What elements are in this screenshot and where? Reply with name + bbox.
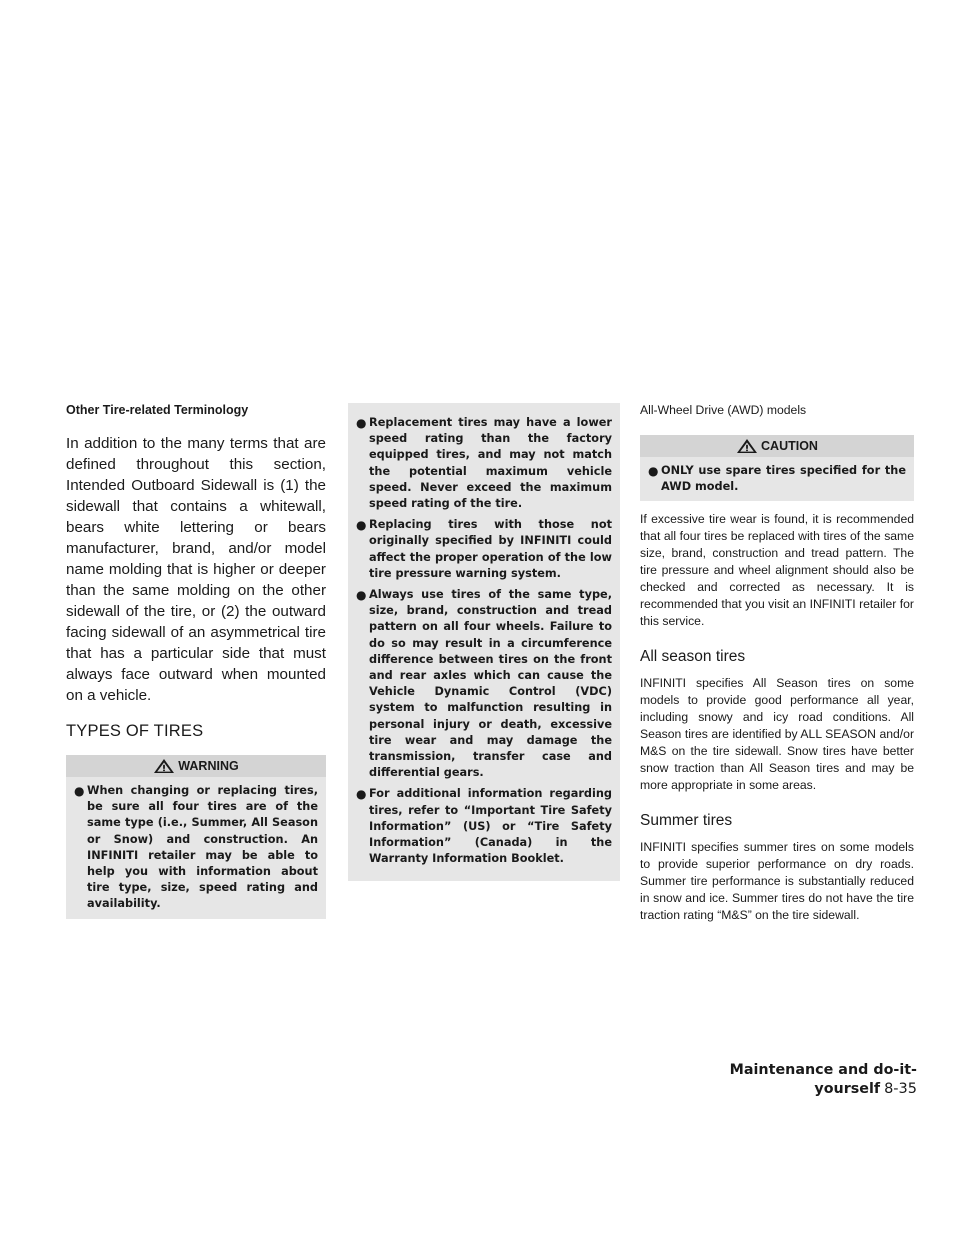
warning-box [66,755,326,919]
warning-item-text: When changing or replacing tires, be sure all four tires are of the same type (i.e., Summer, All Season or Snow) and construction. An INFINITI retailer may be able to help you with information about tire type, size, speed rating and availability. [87,784,318,911]
caution-header [640,435,914,457]
warning-item [356,786,612,867]
footer-section-name: Maintenance and do-it-yourself [729,1062,917,1097]
left-column [66,403,326,919]
page-footer [655,1059,917,1097]
warning-item [74,783,318,913]
warning-item-text: For additional information regarding tires, refer to “Important Tire Safety Information” (US) or “Tire Safety Information” (Canada) in the Warranty Information Booklet. [369,787,612,866]
caution-label: CAUTION [761,439,818,453]
summer-paragraph: INFINITI specifies summer tires on some models to provide superior performance on dry roads. Summer tire performance is substantially reduced in snow and ice. Summer tires do not have the tire traction rating “M&S” on the tire sidewall. [640,840,914,923]
tire-wear-paragraph: If excessive tire wear is found, it is recommended that all four tires be replaced with tires of the same size, brand, construction and tread pattern. The tire pressure and wheel alignment should also be checked and corrected as necessary. It is recommended that you visit an INFINITI retailer for this service. [640,512,914,629]
warning-item-text: Replacement tires may have a lower speed rating than the factory equipped tires, and may not match the potential maximum vehicle speed. Never exceed the maximum speed rating of the tire. [369,416,612,511]
bullet-dot: ● [74,784,85,798]
page-number: 8-35 [884,1081,917,1097]
warning-item [356,415,612,512]
right-column [640,403,914,924]
warning-header [66,755,326,777]
subsection-heading: Other Tire-related Terminology [66,403,249,417]
bullet-dot: ● [648,464,659,478]
caution-item-text: ONLY use spare tires specified for the AWD model. [661,464,906,494]
summer-title: Summer tires [640,812,733,830]
all-season-title: All season tires [640,648,746,666]
bullet-dot: ● [356,588,367,603]
warning-triangle-icon [153,758,175,774]
terminology-paragraph: In addition to the many terms that are defined throughout this section, Intended Outboard Sidewall is (1) the sidewall that contains a whitewall, bears white lettering or bears manufacturer, brand, and/or model name molding that is higher or deeper than the same molding on the other sidewall of the tire, or (2) the outward facing sidewall of an asymmetrical tire that has a particular side that must always face outward when mounted on a vehicle. [66,435,326,704]
bullet-dot: ● [356,787,367,802]
all-season-paragraph: INFINITI specifies All Season tires on some models to provide good performance all year, including snowy and icy road conditions. All Season tires are identified by ALL SEASON and/or M&S on the tire sidewall. Snow tires have better snow traction than All Season tires and may be more appropriate in some areas. [640,676,914,793]
bullet-dot: ● [356,518,367,533]
warning-box-continued [348,403,620,881]
caution-item [648,463,906,495]
middle-column [348,403,620,881]
bullet-dot: ● [356,416,367,430]
warning-body [66,777,326,919]
warning-item-text: Replacing tires with those not originally specified by INFINITI could affect the proper operation of the low tire pressure warning system. [369,518,612,580]
warning-label: WARNING [178,759,239,773]
warning-body-continued [348,409,620,873]
warning-triangle-icon [736,438,758,454]
awd-intro: All-Wheel Drive (AWD) models [640,403,807,417]
warning-item [356,517,612,582]
caution-body [640,457,914,501]
section-title: TYPES OF TIRES [66,722,204,740]
warning-item-text: Always use tires of the same type, size, brand, construction and tread pattern on all four wheels. Failure to do so may result in a circumference difference between tires on the front and rear axles which can cause the Vehicle Dynamic Control (VDC) system to malfunction resulting in personal injury or death, excessive tire wear and may damage the transmission, transfer case and differential gears. [369,588,612,780]
caution-box [640,435,914,501]
warning-item [356,587,612,781]
